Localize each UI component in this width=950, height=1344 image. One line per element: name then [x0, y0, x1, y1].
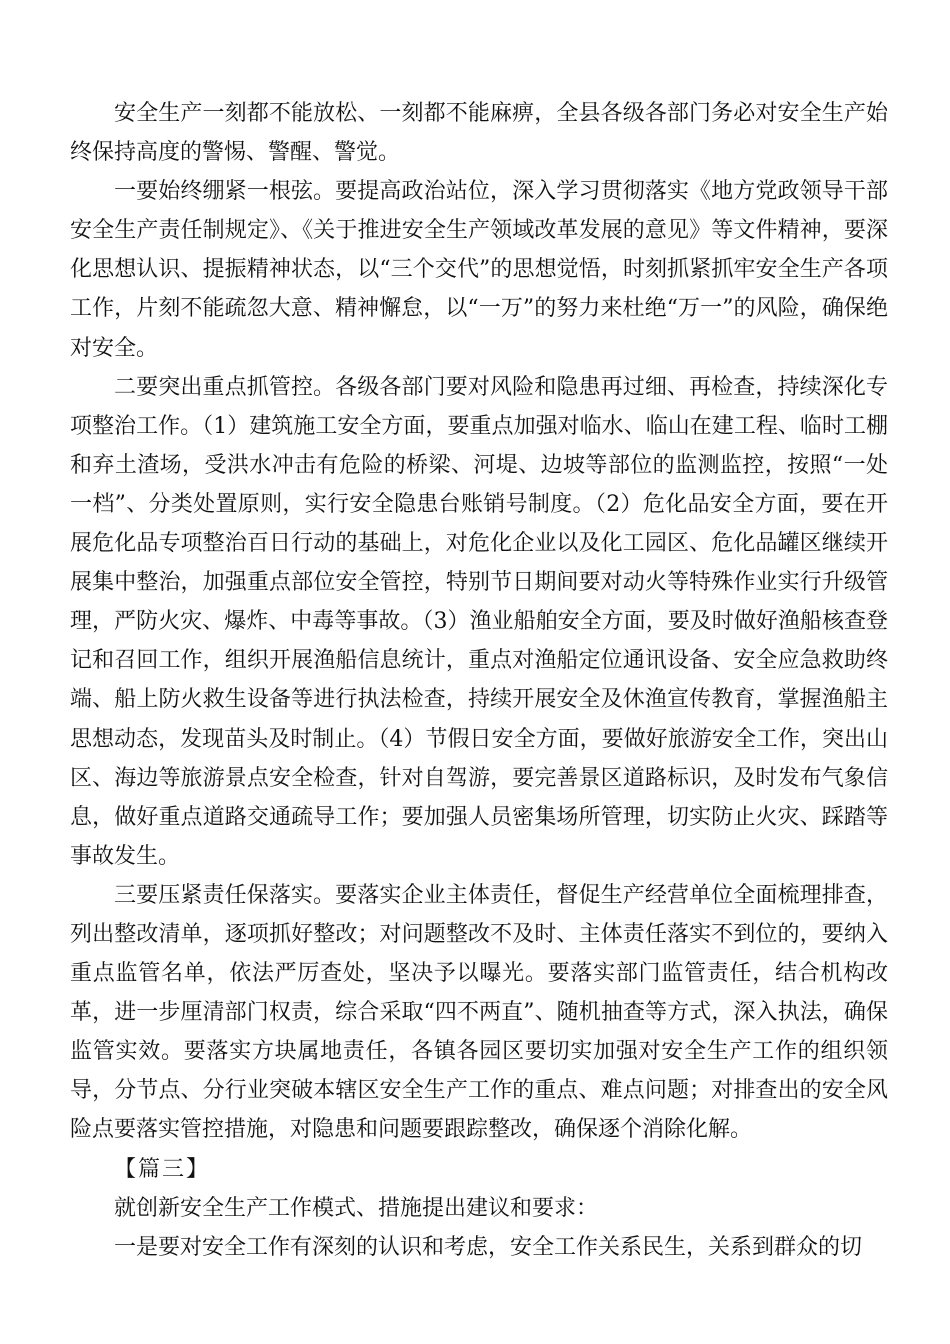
- paragraph-section-first: 一是要对安全工作有深刻的认识和考虑，安全工作关系民生，关系到群众的切: [114, 1234, 863, 1260]
- paragraph-intro: 安全生产一刻都不能放松、一刻都不能麻痹，全县各级各部门务必对安全生产始终保持高度的警惕、警醒、警觉。: [70, 101, 888, 166]
- paragraph-point-three: 三要压紧责任保落实。要落实企业主体责任，督促生产经营单位全面梳理排查，列出整改清单，逐项抓好整改；对问题整改不及时、主体责任落实不到位的，要纳入重点监管名单，依法严厉查处，坚决予以曝光。要落实部门监管责任，结合机构改革，进一步厘清部门权责，综合采取“四不两直”、随机抽查等方式，深入执法，确保监管实效。要落实方块属地责任，各镇各园区要切实加强对安全生产工作的组织领导，分节点、分行业突破本辖区安全生产工作的重点、难点问题；对排查出的安全风险点要落实管控措施，对隐患和问题要跟踪整改，确保逐个消除化解。: [70, 882, 888, 1143]
- paragraph-point-two: 二要突出重点抓管控。各级各部门要对风险和隐患再过细、再检查，持续深化专项整治工作。（1）建筑施工安全方面，要重点加强对临水、临山在建工程、临时工棚和弃土渣场，受洪水冲击有危险的桥梁、河堤、边坡等部位的监测监控，按照“一处一档”、分类处置原则，实行安全隐患台账销号制度。（2）危化品安全方面，要在开展危化品专项整治百日行动的基础上，对危化企业以及化工园区、危化品罐区继续开展集中整治，加强重点部位安全管控，特别节日期间要对动火等特殊作业实行升级管理，严防火灾、爆炸、中毒等事故。（3）渔业船舶安全方面，要及时做好渔船核查登记和召回工作，组织开展渔船信息统计，重点对渔船定位通讯设备、安全应急救助终端、船上防火救生设备等进行执法检查，持续开展安全及休渔宣传教育，掌握渔船主思想动态，发现苗头及时制止。（4）节假日安全方面，要做好旅游安全工作，突出山区、海边等旅游景点安全检查，针对自驾游，要完善景区道路标识，及时发布气象信息，做好重点道路交通疏导工作；要加强人员密集场所管理，切实防止火灾、踩踏等事故发生。: [70, 374, 888, 869]
- paragraph-point-one: 一要始终绷紧一根弦。要提高政治站位，深入学习贯彻落实《地方党政领导干部安全生产责任制规定》、《关于推进安全生产领域改革发展的意见》等文件精神，要深化思想认识、提振精神状态，以“三个交代”的思想觉悟，时刻抓紧抓牢安全生产各项工作，片刻不能疏忽大意、精神懈怠，以“一万”的努力来杜绝“万一”的风险，确保绝对安全。: [70, 179, 888, 361]
- paragraph-section-intro: 就创新安全生产工作模式、措施提出建议和要求：: [114, 1195, 599, 1221]
- document-page: [70, 94, 888, 1267]
- section-heading: 【篇三】: [114, 1156, 211, 1182]
